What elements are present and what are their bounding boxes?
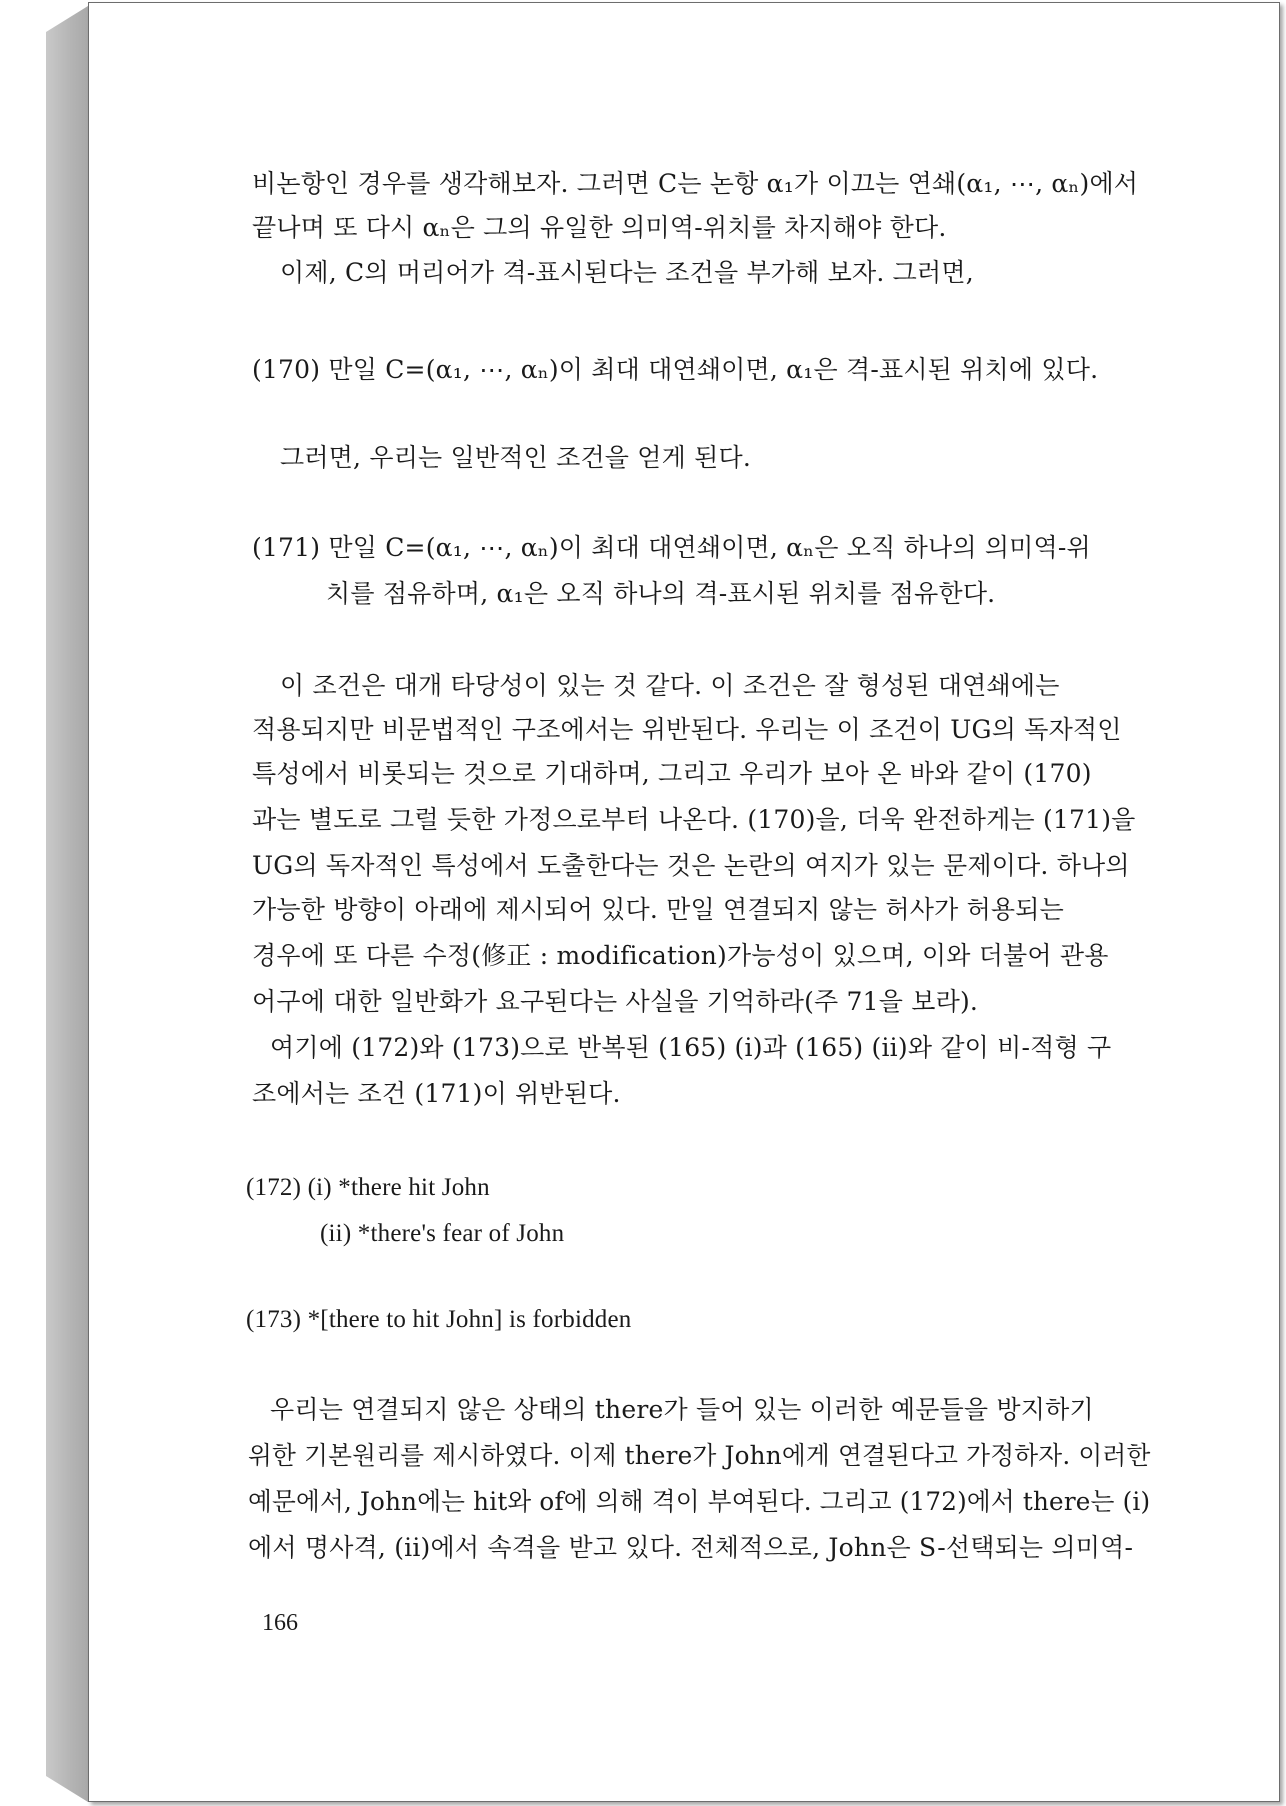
body-line: 끝나며 또 다시 αₙ은 그의 유일한 의미역-위치를 차지해야 한다.	[252, 213, 947, 242]
body-line: 경우에 또 다른 수정(修正 : modification)가능성이 있으며, 이와 더불어 관용	[252, 941, 1109, 970]
body-line: 이제, C의 머리어가 격-표시된다는 조건을 부가해 보자. 그러면,	[280, 258, 974, 287]
body-line: 여기에 (172)와 (173)으로 반복된 (165) (i)과 (165) (ii)와 같이 비-적형 구	[270, 1033, 1112, 1062]
example-172-ii: (ii) *there's fear of John	[320, 1220, 565, 1247]
page-number: 166	[262, 1610, 298, 1636]
example-172-i: (172) (i) *there hit John	[246, 1174, 490, 1201]
body-line: 적용되지만 비문법적인 구조에서는 위반된다. 우리는 이 조건이 UG의 독자적인	[252, 715, 1122, 744]
example-170: (170) 만일 C=(α₁, ⋯, αₙ)이 최대 대연쇄이면, α₁은 격-표시된 위치에 있다.	[252, 355, 1099, 384]
book-spine	[46, 6, 88, 1802]
body-line: 어구에 대한 일반화가 요구된다는 사실을 기억하라(주 71을 보라).	[252, 987, 979, 1016]
example-171: (171) 만일 C=(α₁, ⋯, αₙ)이 최대 대연쇄이면, αₙ은 오직 하나의 의미역-위	[252, 533, 1091, 562]
example-171-continuation: 치를 점유하며, α₁은 오직 하나의 격-표시된 위치를 점유한다.	[326, 579, 996, 608]
body-line: 가능한 방향이 아래에 제시되어 있다. 만일 연결되지 않는 허사가 허용되는	[252, 895, 1064, 924]
body-line: 우리는 연결되지 않은 상태의 there가 들어 있는 이러한 예문들을 방지하기	[270, 1395, 1094, 1424]
body-line: 이 조건은 대개 타당성이 있는 것 같다. 이 조건은 잘 형성된 대연쇄에는	[280, 671, 1060, 700]
example-173: (173) *[there to hit John] is forbidden	[246, 1306, 632, 1333]
body-line: UG의 독자적인 특성에서 도출한다는 것은 논란의 여지가 있는 문제이다. 하나의	[252, 851, 1130, 880]
body-line: 조에서는 조건 (171)이 위반된다.	[252, 1079, 621, 1108]
body-line: 예문에서, John에는 hit와 of에 의해 격이 부여된다. 그리고 (172)에서 there는 (i)	[248, 1487, 1151, 1516]
body-line: 비논항인 경우를 생각해보자. 그러면 C는 논항 α₁가 이끄는 연쇄(α₁, ⋯, αₙ)에서	[252, 169, 1139, 198]
body-line: 위한 기본원리를 제시하였다. 이제 there가 John에게 연결된다고 가정하자. 이러한	[248, 1441, 1151, 1470]
body-line: 에서 명사격, (ii)에서 속격을 받고 있다. 전체적으로, John은 S-선택되는 의미역-	[248, 1533, 1134, 1562]
body-line: 과는 별도로 그럴 듯한 가정으로부터 나온다. (170)을, 더욱 완전하게는 (171)을	[252, 805, 1136, 834]
body-line: 특성에서 비롯되는 것으로 기대하며, 그리고 우리가 보아 온 바와 같이 (170)	[252, 759, 1092, 788]
body-line: 그러면, 우리는 일반적인 조건을 얻게 된다.	[280, 443, 751, 472]
